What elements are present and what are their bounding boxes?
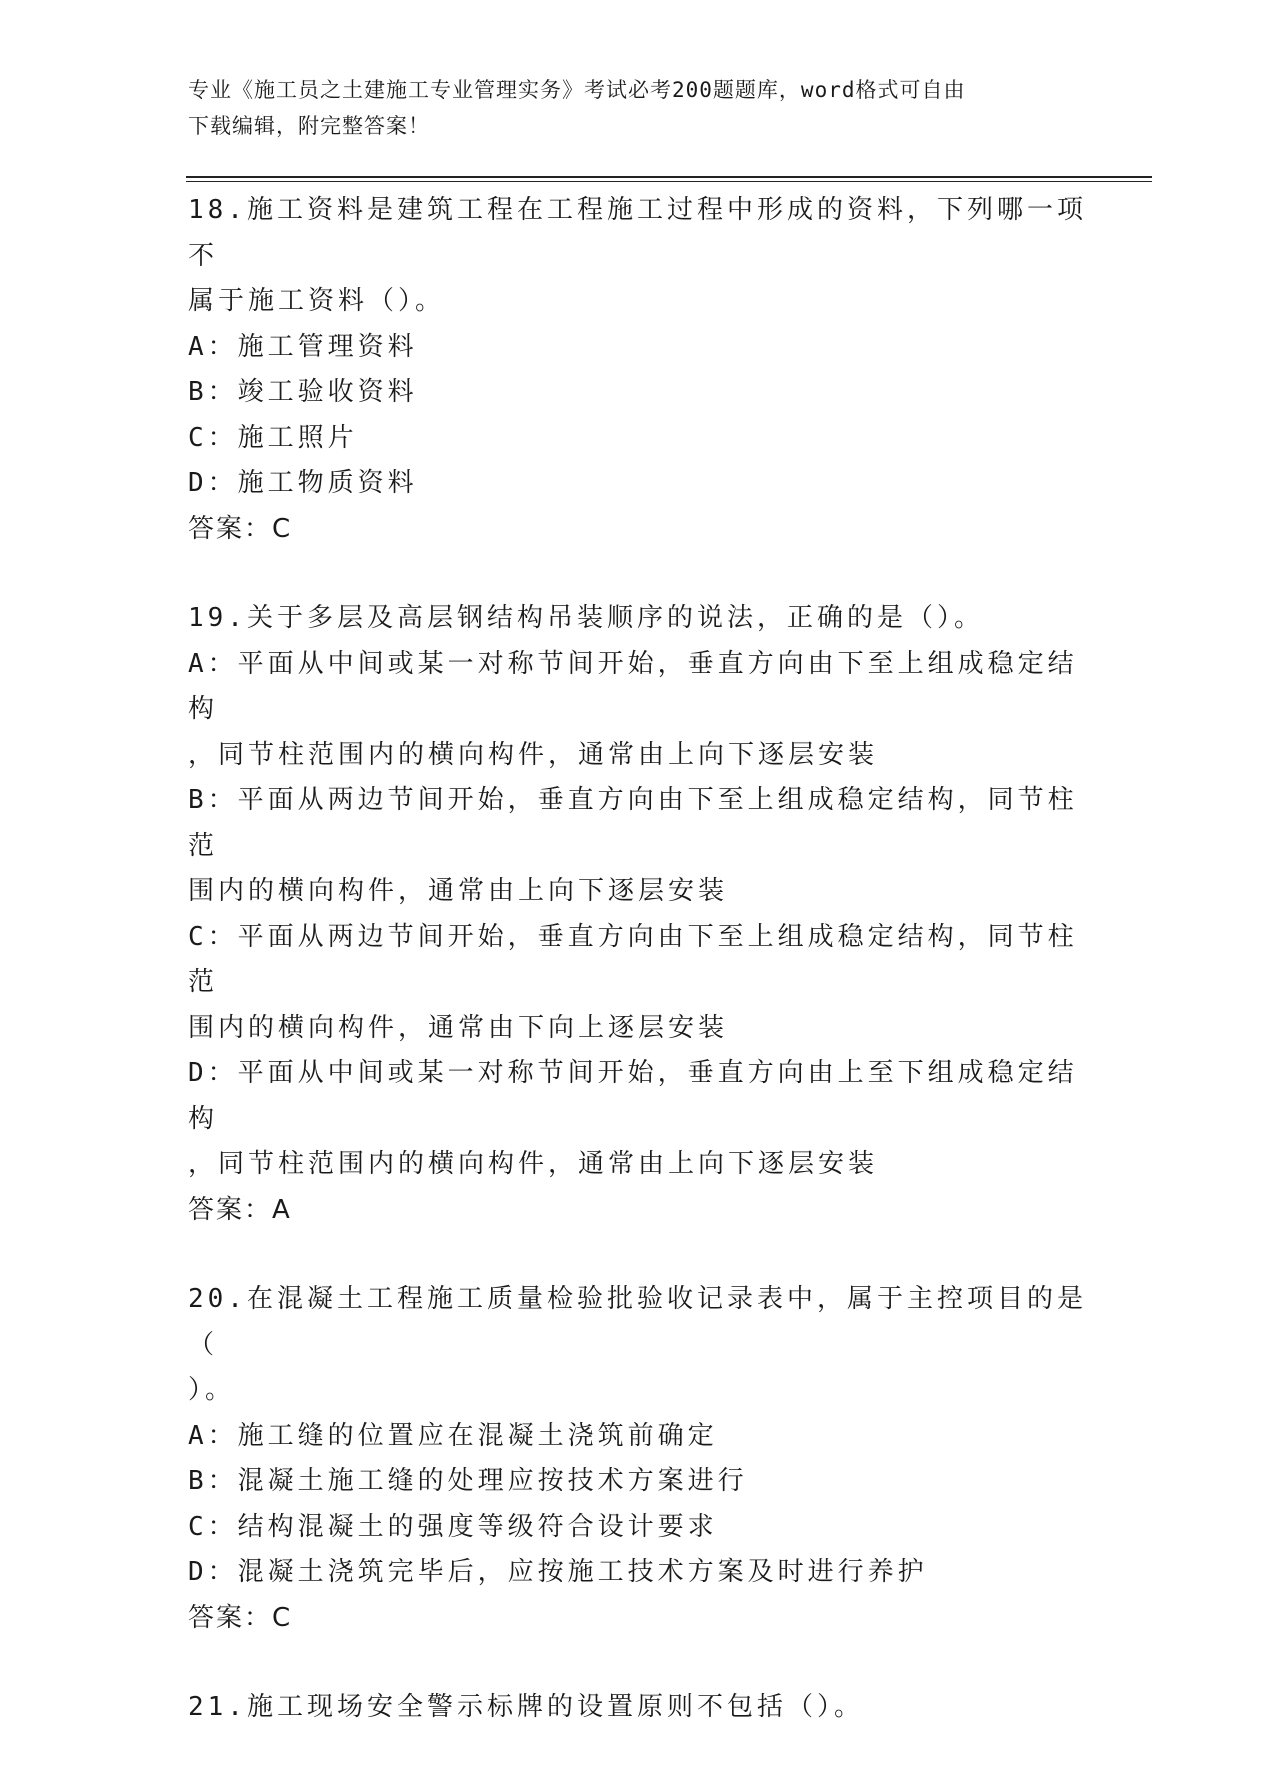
option-c-continued: 围内的横向构件，通常由下向上逐层安装 bbox=[188, 1012, 729, 1043]
answer: 答案：A bbox=[188, 1194, 292, 1225]
option-d: D：平面从中间或某一对称节间开始，垂直方向由上至下组成稳定结构 bbox=[188, 1058, 1078, 1134]
question-19 bbox=[188, 596, 1088, 1233]
option-d: D：混凝土浇筑完毕后，应按施工技术方案及时进行养护 bbox=[188, 1557, 928, 1587]
option-b: B：平面从两边节间开始，垂直方向由下至上组成稳定结构，同节柱范 bbox=[188, 785, 1078, 861]
question-list bbox=[188, 188, 1088, 1775]
question-stem: 属于施工资料（）。 bbox=[188, 286, 446, 316]
answer: 答案：C bbox=[188, 1602, 293, 1633]
option-c: C：平面从两边节间开始，垂直方向由下至上组成稳定结构，同节柱范 bbox=[188, 921, 1078, 997]
header-line-2: 下载编辑，附完整答案！ bbox=[188, 114, 430, 138]
header-line-1: 专业《施工员之土建施工专业管理实务》考试必考200题题库，word格式可自由 bbox=[188, 78, 966, 102]
option-a-continued: ，同节柱范围内的横向构件，通常由上向下逐层安装 bbox=[188, 739, 879, 770]
question-stem: 20.在混凝土工程施工质量检验批验收记录表中，属于主控项目的是（ bbox=[188, 1284, 1087, 1360]
question-20 bbox=[188, 1277, 1088, 1641]
option-a: A：施工管理资料 bbox=[188, 331, 418, 362]
question-stem: 18.施工资料是建筑工程在工程施工过程中形成的资料，下列哪一项不 bbox=[188, 195, 1087, 271]
option-a: A：施工缝的位置应在混凝土浇筑前确定 bbox=[188, 1420, 718, 1451]
question-stem: 19.关于多层及高层钢结构吊装顺序的说法，正确的是（）。 bbox=[188, 603, 984, 633]
option-d-continued: ，同节柱范围内的横向构件，通常由上向下逐层安装 bbox=[188, 1149, 879, 1179]
answer: 答案：C bbox=[188, 513, 293, 544]
option-c: C：施工照片 bbox=[188, 422, 358, 453]
option-c: C：结构混凝土的强度等级符合设计要求 bbox=[188, 1511, 718, 1542]
option-b-continued: 围内的横向构件，通常由上向下逐层安装 bbox=[188, 876, 729, 906]
question-18 bbox=[188, 188, 1088, 552]
question-stem: 21.施工现场安全警示标牌的设置原则不包括（）。 bbox=[188, 1692, 864, 1722]
header-divider bbox=[186, 176, 1152, 182]
option-a: A：平面从中间或某一对称节间开始，垂直方向由下至上组成稳定结构 bbox=[188, 648, 1078, 724]
document-header bbox=[188, 72, 1088, 144]
option-b: B：混凝土施工缝的处理应按技术方案进行 bbox=[188, 1466, 748, 1496]
option-d: D：施工物质资料 bbox=[188, 468, 418, 498]
option-b: B：竣工验收资料 bbox=[188, 377, 418, 407]
question-21 bbox=[188, 1685, 1088, 1731]
question-stem: ）。 bbox=[188, 1375, 236, 1405]
